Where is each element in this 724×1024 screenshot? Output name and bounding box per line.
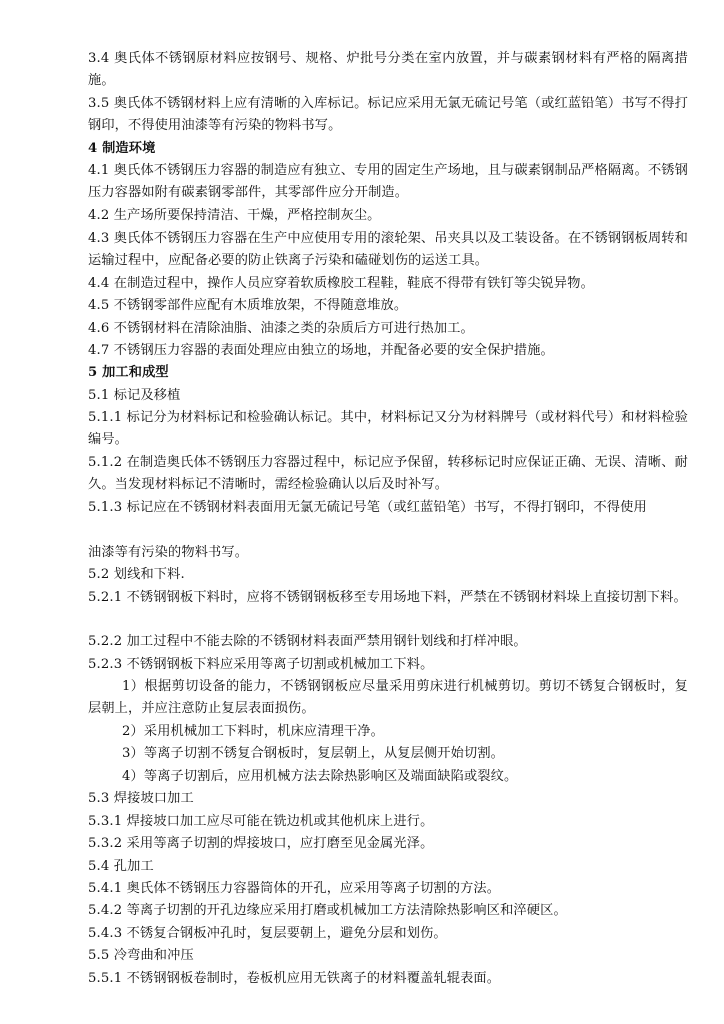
subsection-5-3: 5.3 焊接坡口加工 [88,791,194,806]
clause-5-3-2: 5.3.2 采用等离子切割的焊接坡口，应打磨至见金属光泽。 [88,836,434,851]
clause-5-2-3: 5.2.3 不锈钢钢板下料应采用等离子切割或机械加工下料。 [88,657,434,672]
clause-5-5-1: 5.5.1 不锈钢钢板卷制时，卷板机应用无铁离子的材料覆盖轧辊表面。 [88,971,501,986]
subsection-5-4: 5.4 孔加工 [88,859,154,874]
clause-5-3-1: 5.3.1 焊接坡口加工应尽可能在铣边机或其他机床上进行。 [88,814,434,829]
clause-5-2-2: 5.2.2 加工过程中不能去除的不锈钢材料表面严禁用钢针划线和打样冲眼。 [88,634,527,649]
clause-3-5: 3.5 奥氏体不锈钢材料上应有清晰的入库标记。标记应采用无氯无硫记号笔（或红蓝铅笔）书写不得打钢印，不得使用油漆等有污染的物料书写。 [88,96,688,134]
list-item-1: 1）根据剪切设备的能力，不锈钢钢板应尽量采用剪床进行机械剪切。剪切不锈复合钢板时，复层朝上，并应注意防止复层表面损伤。 [88,679,688,717]
clause-5-1-1: 5.1.1 标记分为材料标记和检验确认标记。其中，材料标记又分为材料牌号（或材料代号）和材料检验编号。 [88,410,688,448]
clause-5-4-3: 5.4.3 不锈复合钢板冲孔时，复层要朝上，避免分层和划伤。 [88,926,447,941]
clause-4-6: 4.6 不锈钢材料在清除油脂、油漆之类的杂质后方可进行热加工。 [88,321,474,336]
section-heading-4: 4 制造环境 [88,141,156,156]
clause-5-1-2: 5.1.2 在制造奥氏体不锈钢压力容器过程中，标记应予保留，转移标记时应保证正确、无误、清晰、耐久。当发现材料标记不清晰时，需经检验确认以后及时补写。 [88,455,688,493]
clause-4-5: 4.5 不锈钢零部件应配有木质堆放架，不得随意堆放。 [88,298,408,313]
clause-5-1-3: 5.1.3 标记应在不锈钢材料表面用无氯无硫记号笔（或红蓝铅笔）书写，不得打钢印，不得使用 [88,500,647,515]
clause-4-1: 4.1 奥氏体不锈钢压力容器的制造应有独立、专用的固定生产场地，且与碳素钢制品严格隔离。不锈钢压力容器如附有碳素钢零部件，其零部件应分开制造。 [88,163,688,201]
clause-3-4: 3.4 奥氏体不锈钢原材料应按钢号、规格、炉批号分类在室内放置，并与碳素钢材料有严格的隔离措施。 [88,51,688,89]
clause-5-1-3-continued: 油漆等有污染的物料书写。 [88,545,249,560]
list-item-3: 3）等离子切割不锈复合钢板时，复层朝上，从复层侧开始切割。 [122,746,504,761]
clause-4-2: 4.2 生产场所要保持清洁、干燥，严格控制灰尘。 [88,208,381,223]
clause-5-4-2: 5.4.2 等离子切割的开孔边缘应采用打磨或机械加工方法清除热影响区和淬硬区。 [88,903,567,918]
list-item-4: 4）等离子切割后，应用机械方法去除热影响区及端面缺陷或裂纹。 [122,769,518,784]
clause-4-4: 4.4 在制造过程中，操作人员应穿着软质橡胶工程鞋，鞋底不得带有铁钉等尖锐异物。 [88,276,594,291]
clause-4-3: 4.3 奥氏体不锈钢压力容器在生产中应使用专用的滚轮架、吊夹具以及工装设备。在不锈钢钢板周转和运输过程中，应配备必要的防止铁离子污染和磕碰划伤的运送工具。 [88,231,688,269]
clause-5-4-1: 5.4.1 奥氏体不锈钢压力容器筒体的开孔，应采用等离子切割的方法。 [88,881,501,896]
clause-5-2-1: 5.2.1 不锈钢钢板下料时，应将不锈钢钢板移至专用场地下料，严禁在不锈钢材料垛上直接切割下料。 [88,590,687,605]
subsection-5-1: 5.1 标记及移植 [88,388,181,403]
list-item-2: 2）采用机械加工下料时，机床应清理干净。 [122,724,384,739]
clause-4-7: 4.7 不锈钢压力容器的表面处理应由独立的场地，并配备必要的安全保护措施。 [88,343,554,358]
section-heading-5: 5 加工和成型 [88,365,169,380]
subsection-5-2: 5.2 划线和下料. [88,567,185,582]
subsection-5-5: 5.5 冷弯曲和冲压 [88,948,194,963]
